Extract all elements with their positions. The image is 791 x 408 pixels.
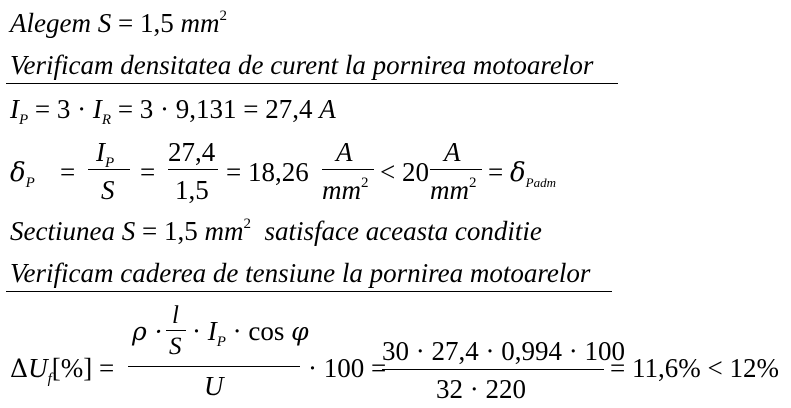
expr: = 3 · (34, 94, 93, 124)
var-s: S (121, 216, 136, 246)
result: = 11,6% < 12% (610, 353, 779, 383)
var-s: S (169, 333, 182, 360)
numerator-a: A (336, 137, 353, 167)
sub-p: P (25, 175, 35, 191)
expr-rest: = 3 · 9,131 = 27,4 (111, 94, 320, 124)
rho: ρ · (132, 317, 163, 346)
equals: = (60, 157, 76, 187)
equals3: = (488, 157, 504, 187)
heading-cadere: Verificam caderea de tensiune la pornirea motoarelor (10, 258, 591, 288)
delta-padm (488, 157, 556, 190)
numerator: 27,4 (168, 137, 216, 167)
numerator-a: A (444, 137, 461, 167)
percent-equals: [%] = (51, 353, 115, 383)
sub-f: f (47, 371, 52, 387)
denominator: 1,5 (175, 175, 209, 205)
var-i: I (10, 94, 19, 124)
less-than-20: < 20 (380, 157, 429, 187)
word-sectiunea: Sectiunea (10, 216, 115, 246)
heading1-rule (6, 83, 618, 84)
condition-text: satisface aceasta conditie (264, 216, 542, 246)
unit: mm (204, 216, 244, 246)
var-i2: I (92, 94, 102, 124)
var-l: l (172, 302, 179, 329)
line-alegem (10, 10, 227, 37)
exponent: 2 (469, 175, 477, 191)
equals: = (141, 216, 158, 246)
sub-padm: Padm (525, 175, 556, 190)
heading-densitate: Verificam densitatea de curent la pornirea motoarelor (10, 50, 594, 80)
var-i: I (207, 316, 217, 346)
var-i: I (96, 137, 105, 167)
denominator: 32 · 220 (436, 374, 526, 404)
unit: mm (180, 8, 220, 38)
sub-p: P (216, 334, 226, 350)
delta-uf-label (10, 353, 115, 387)
delta-symbol: δ (10, 158, 26, 188)
var-s: S (97, 8, 112, 38)
delta-symbol: δ (509, 158, 526, 188)
value: 1,5 (139, 8, 174, 38)
unit-mm: mm (430, 175, 469, 205)
phi: φ (291, 317, 309, 346)
delta-p-label (10, 158, 35, 191)
word-alegem: Alegem (10, 8, 91, 38)
delta-symbol: Δ (10, 354, 29, 383)
line-sectiunea (10, 218, 542, 245)
exponent: 2 (361, 175, 369, 191)
unit-mm: mm (322, 175, 361, 205)
line-ip (10, 94, 336, 128)
var-u: U (204, 371, 224, 401)
equals: = (117, 8, 134, 38)
value-1826: = 18,26 (226, 157, 309, 187)
exponent: 2 (243, 216, 251, 232)
equals2: = (140, 157, 156, 187)
sub-p: P (19, 112, 29, 128)
heading2-rule (6, 291, 612, 292)
cos: · cos (225, 316, 292, 346)
numerator: 30 · 27,4 · 0,994 · 100 (382, 336, 625, 366)
var-u: U (28, 353, 48, 383)
sub-r: R (101, 112, 112, 128)
dot: · (192, 316, 208, 346)
sub-p: P (105, 155, 115, 171)
value: 1,5 (163, 216, 198, 246)
exponent: 2 (219, 8, 227, 24)
times-100: · 100 = (308, 353, 387, 383)
unit-a: A (319, 94, 336, 124)
var-s: S (101, 175, 115, 205)
